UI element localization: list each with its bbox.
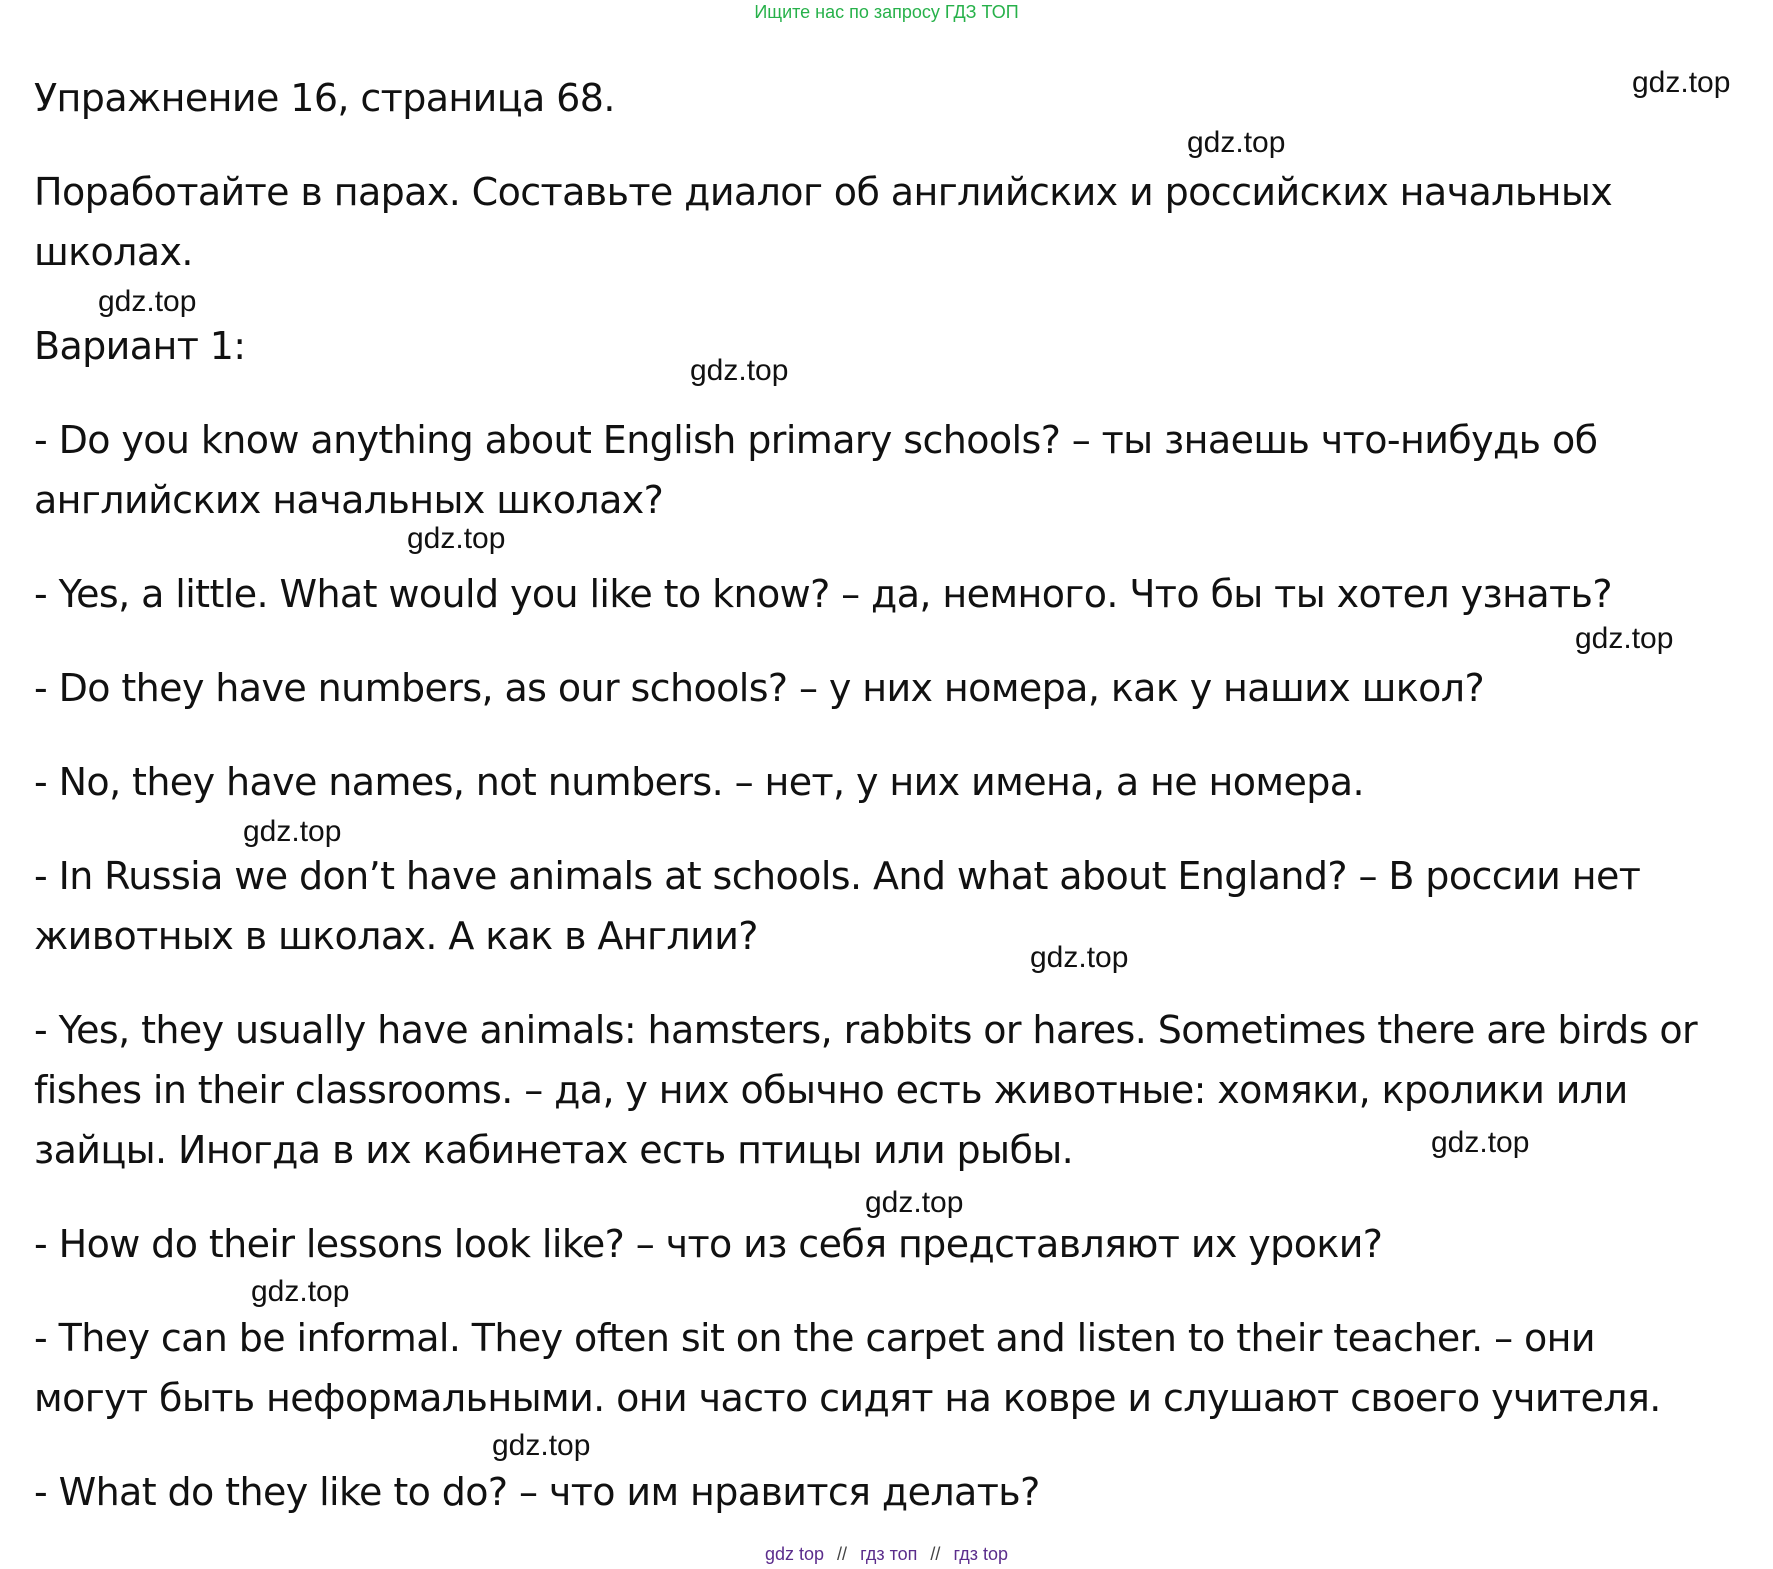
dialogue-line: зайцы. Иногда в их кабинетах есть птицы или рыбы. [34, 1128, 1074, 1172]
dialogue-line: могут быть неформальными. они часто сидят на ковре и слушают своего учителя. [34, 1376, 1661, 1420]
top-banner: Ищите нас по запросу ГДЗ ТОП [754, 2, 1019, 22]
watermark: gdz.top [492, 1429, 591, 1462]
watermark: gdz.top [1632, 66, 1731, 99]
watermark: gdz.top [251, 1275, 350, 1308]
watermark: gdz.top [1187, 126, 1286, 159]
watermark: gdz.top [243, 815, 342, 848]
dialogue-line: - How do their lessons look like? – что из себя представляют их уроки? [34, 1222, 1383, 1266]
task-line-1: Поработайте в парах. Составьте диалог об английских и российских начальных [34, 170, 1613, 214]
bottom-banner-item: gdz top [764, 1544, 825, 1564]
dialogue-line: - Yes, they usually have animals: hamsters, rabbits or hares. Sometimes there are birds or [34, 1008, 1698, 1052]
watermark: gdz.top [1030, 941, 1129, 974]
watermark: gdz.top [690, 354, 789, 387]
bottom-banner-separator: // [930, 1544, 941, 1564]
task-line-2: школах. [34, 230, 193, 274]
variant-heading: Вариант 1: [34, 324, 246, 368]
bottom-banner [0, 1544, 1773, 1565]
dialogue-line: - What do they like to do? – что им нравится делать? [34, 1470, 1040, 1514]
dialogue-line: fishes in their classrooms. – да, у них обычно есть животные: хомяки, кролики или [34, 1068, 1628, 1112]
dialogue-line: - Do you know anything about English primary schools? – ты знаешь что-нибудь об [34, 418, 1598, 462]
dialogue-line: - They can be informal. They often sit on the carpet and listen to their teacher. – они [34, 1316, 1595, 1360]
dialogue-line: - Yes, a little. What would you like to know? – да, немного. Что бы ты хотел узнать? [34, 572, 1612, 616]
watermark: gdz.top [98, 285, 197, 318]
dialogue-line: английских начальных школах? [34, 478, 664, 522]
watermark: gdz.top [407, 522, 506, 555]
watermark: gdz.top [1431, 1126, 1530, 1159]
bottom-banner-item: гдз top [953, 1544, 1008, 1564]
dialogue-line: - No, they have names, not numbers. – нет, у них имена, а не номера. [34, 760, 1364, 804]
bottom-banner-separator: // [837, 1544, 848, 1564]
dialogue-line: - Do they have numbers, as our schools? – у них номера, как у наших школ? [34, 666, 1485, 710]
page-title: Упражнение 16, страница 68. [34, 76, 615, 120]
watermark: gdz.top [865, 1186, 964, 1219]
watermark: gdz.top [1575, 622, 1674, 655]
bottom-banner-item: гдз топ [860, 1544, 918, 1564]
dialogue-line: - In Russia we don’t have animals at schools. And what about England? – В россии нет [34, 854, 1641, 898]
dialogue-line: животных в школах. А как в Англии? [34, 914, 758, 958]
